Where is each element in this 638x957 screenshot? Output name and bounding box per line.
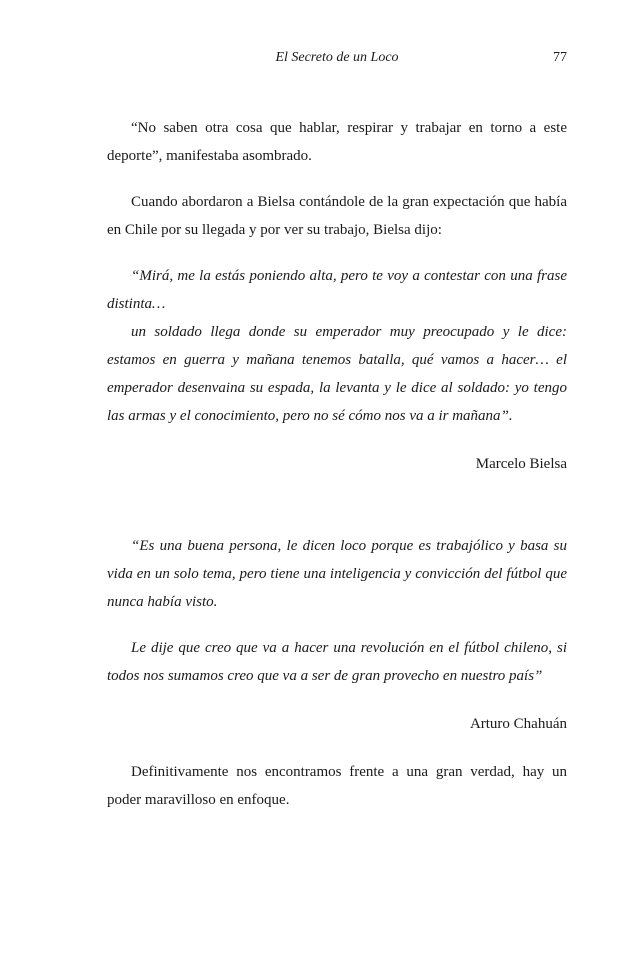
running-header [107,50,567,70]
quote-bielsa-part1: “Mirá, me la estás poniendo alta, pero te voy a contestar con una frase distinta… [107,268,567,312]
paragraph-conclusion: Definitivamente nos encontramos frente a una gran verdad, hay un poder maravilloso en enfoque. [107,764,567,808]
attribution-bielsa: Marcelo Bielsa [475,456,567,472]
paragraph-bielsa-intro: Cuando abordaron a Bielsa contándole de la gran expectación que había en Chile por su llegada y por ver su trabajo, Bielsa dijo: [107,194,567,238]
header-title: El Secreto de un Loco [275,50,399,65]
quote-chahuan-part1: “Es una buena persona, le dicen loco porque es trabajólico y basa su vida en un solo tema, pero tiene una inteligencia y convicción del fútbol que nunca había visto. [107,538,567,610]
paragraph-quote-intro: “No saben otra cosa que hablar, respirar y trabajar en torno a este deporte”, manifestaba asombrado. [107,120,567,164]
quote-bielsa-part2: un soldado llega donde su emperador muy preocupado y le dice: estamos en guerra y mañana tenemos batalla, qué vamos a hacer… el emperador desenvaina su espada, la levanta y le dice al soldado: yo tengo las armas y el conocimiento, pero no sé cómo nos va a ir mañana”. [107,324,567,424]
quote-chahuan-part2: Le dije que creo que va a hacer una revolución en el fútbol chileno, si todos nos sumamos creo que va a ser de gran provecho en nuestro país” [107,640,567,684]
attribution-chahuan: Arturo Chahuán [469,716,567,732]
body-text [107,114,567,814]
page-number: 77 [553,50,567,65]
